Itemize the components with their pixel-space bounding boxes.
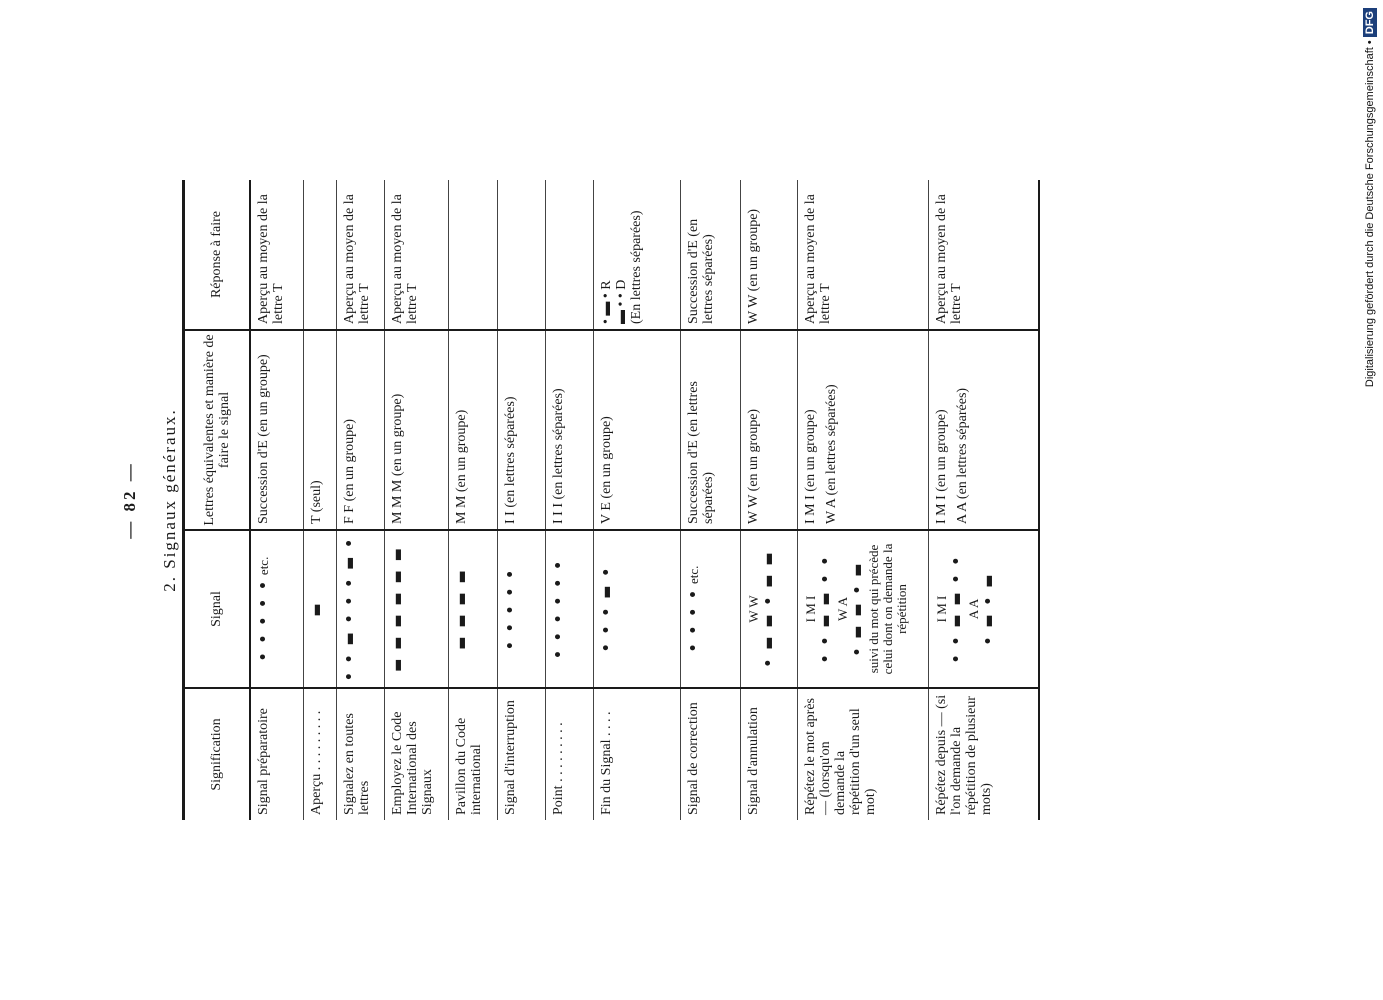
signal-cell bbox=[546, 530, 594, 688]
table-row bbox=[250, 180, 304, 820]
reponse-cell: Aperçu au moyen de la lettre T bbox=[384, 180, 448, 330]
signal-cell bbox=[797, 530, 928, 688]
letters-cell: W W (en un groupe) bbox=[741, 330, 797, 530]
reponse-cell: Aperçu au moyen de la lettre T bbox=[250, 180, 304, 330]
table-row bbox=[384, 180, 448, 820]
table-row bbox=[594, 180, 681, 820]
letters-cell: Succession d'E (en lettres séparées) bbox=[680, 330, 740, 530]
dfg-logo: DFG bbox=[1363, 8, 1377, 37]
signals-table bbox=[182, 180, 1040, 820]
reponse-cell: W W (en un groupe) bbox=[741, 180, 797, 330]
reponse-cell: Aperçu au moyen de la lettre T bbox=[928, 180, 1039, 330]
letters-cell bbox=[928, 330, 1039, 530]
signal-letters: I M I bbox=[933, 595, 949, 623]
signification-cell: Répétez depuis — (si l'on demande la répétition de plusieur mots) bbox=[933, 694, 994, 815]
letters-cell: T (seul) bbox=[304, 330, 336, 530]
signification-cell: Répétez le mot après — (lorsqu'on demande la répétition d'un seul mot) bbox=[802, 697, 878, 815]
signal-etc: etc. bbox=[685, 565, 701, 584]
letters-line-2: A A (en lettres séparées) bbox=[954, 387, 970, 524]
table-row bbox=[680, 180, 740, 820]
signification-cell: Fin du Signal . . . . bbox=[599, 711, 615, 815]
morse-signal: • • ▬ ▬ • • bbox=[948, 554, 965, 664]
signification-cell: Employez le Code International des Signaux bbox=[389, 711, 435, 815]
morse-signal: • • • • bbox=[685, 588, 702, 653]
header-signal: Signal bbox=[184, 530, 250, 688]
reponse-cell bbox=[497, 180, 545, 330]
rotated-page bbox=[120, 180, 1050, 820]
table-row bbox=[797, 180, 928, 820]
section-title: 2. Signaux généraux. bbox=[160, 408, 179, 592]
reponse-cell: Aperçu au moyen de la lettre T bbox=[336, 180, 384, 330]
signal-cell bbox=[928, 530, 1039, 688]
table-row bbox=[304, 180, 336, 820]
table-row bbox=[449, 180, 497, 820]
letters-cell: I I I (en lettres séparées) bbox=[546, 330, 594, 530]
signification-cell: Point . . . . . . . . . bbox=[551, 722, 567, 815]
signal-cell bbox=[741, 530, 797, 688]
reponse-cell bbox=[449, 180, 497, 330]
dfg-watermark-text bbox=[1360, 8, 1380, 428]
signification-cell: Pavillon du Code international bbox=[454, 717, 485, 815]
letters-line-1: I M I (en un groupe) bbox=[802, 409, 818, 524]
signification-cell: Signal d'annulation bbox=[746, 707, 762, 815]
signal-etc: etc. bbox=[255, 556, 271, 576]
signification-cell: Signalez en toutes lettres bbox=[341, 713, 372, 815]
letters-line-2: W A (en lettres séparées) bbox=[823, 384, 839, 524]
morse-signal-2: • ▬ • ▬ bbox=[980, 572, 997, 646]
letters-cell: Succession d'E (en un groupe) bbox=[250, 330, 304, 530]
signal-cell bbox=[449, 530, 497, 688]
reponse-cell: Aperçu au moyen de la lettre T bbox=[797, 180, 928, 330]
reponse-cell: Succession d'E (en lettres séparées) bbox=[680, 180, 740, 330]
letters-cell bbox=[797, 330, 928, 530]
letters-cell: M M M (en un groupe) bbox=[384, 330, 448, 530]
signal2-letters: W A bbox=[834, 597, 850, 621]
letters-cell: F F (en un groupe) bbox=[336, 330, 384, 530]
letters-cell: M M (en un groupe) bbox=[449, 330, 497, 530]
signification-cell: Signal préparatoire bbox=[255, 708, 271, 815]
signal-cell bbox=[497, 530, 545, 688]
signification-cell: Signal de correction bbox=[685, 702, 701, 815]
reponse-cell bbox=[546, 180, 594, 330]
reponse-cell: • ▬ • R ▬ • • D (En lettres séparées) bbox=[594, 180, 681, 330]
watermark-text: Digitalisierung gefördert durch die Deutsche Forschungsgemeinschaft • bbox=[1364, 40, 1376, 388]
header-reponse: Réponse à faire bbox=[184, 180, 250, 330]
letters-cell: V E (en un groupe) bbox=[594, 330, 681, 530]
morse-signal: • • ▬ ▬ • • bbox=[817, 554, 834, 664]
table-row bbox=[928, 180, 1039, 820]
reponse-cell bbox=[304, 180, 336, 330]
dfg-watermark bbox=[1360, 8, 1380, 428]
header-lettres: Lettres équivalentes et manière de faire le signal bbox=[184, 330, 250, 530]
signal-letters: W W bbox=[746, 595, 762, 623]
table-row bbox=[336, 180, 384, 820]
table-row bbox=[741, 180, 797, 820]
signal-cell bbox=[384, 530, 448, 688]
signal-cell bbox=[304, 530, 336, 688]
signification-cell: Signal d'interruption bbox=[502, 700, 518, 815]
morse-signal: ▬ ▬ ▬ ▬ bbox=[454, 568, 471, 650]
header-signification: Signification bbox=[209, 718, 225, 791]
signal-note: suivi du mot qui précède celui dont on demande la répétition bbox=[865, 543, 909, 675]
morse-signal: • • • ▬ • bbox=[599, 565, 616, 653]
morse-signal: ▬ ▬ ▬ ▬ ▬ ▬ bbox=[389, 546, 406, 672]
table-row bbox=[546, 180, 594, 820]
signal2-letters: A A bbox=[965, 598, 981, 620]
morse-signal: ▬ bbox=[309, 601, 326, 617]
morse-signal: • • • • • • bbox=[551, 558, 568, 660]
morse-signal: • • • • • bbox=[255, 579, 272, 662]
signal-cell bbox=[594, 530, 681, 688]
signification-cell: Aperçu . . . . . . . . . bbox=[309, 710, 325, 815]
table-header-row bbox=[184, 180, 250, 820]
morse-signal-2: • ▬ ▬ • ▬ bbox=[849, 561, 866, 657]
letters-line-1: I M I (en un groupe) bbox=[933, 409, 949, 524]
page-number: — 82 — bbox=[120, 461, 139, 539]
signal-cell bbox=[336, 530, 384, 688]
morse-signal: • • • • • bbox=[502, 567, 519, 651]
morse-signal: • • ▬ • • • ▬ • bbox=[341, 536, 358, 682]
table-row bbox=[497, 180, 545, 820]
signal-cell bbox=[250, 530, 304, 688]
signal-letters: I M I bbox=[802, 595, 818, 623]
signal-cell bbox=[680, 530, 740, 688]
letters-cell: I I (en lettres séparées) bbox=[497, 330, 545, 530]
morse-signal: • ▬ ▬ • ▬ ▬ bbox=[761, 550, 778, 668]
